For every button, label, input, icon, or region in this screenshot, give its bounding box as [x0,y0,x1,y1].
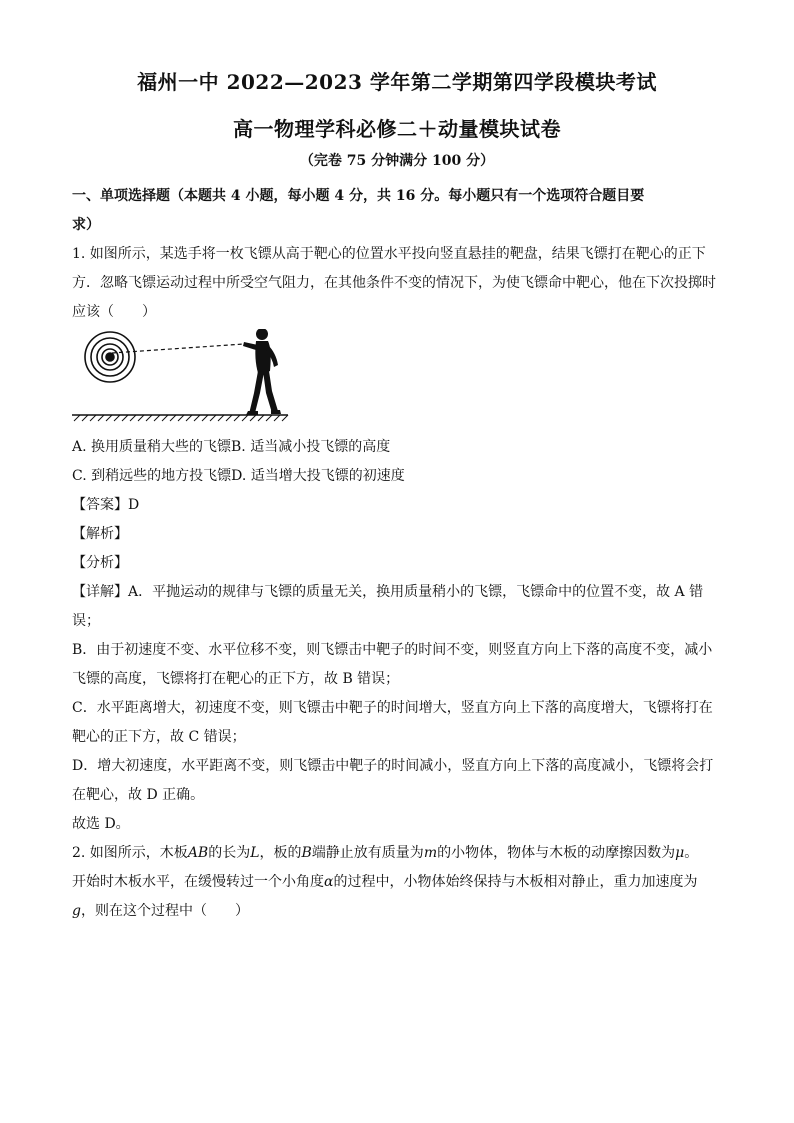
ground-hatch [74,415,288,421]
fenxi-tag: 【分析】 [72,555,128,571]
q1-options-cd [72,462,722,491]
thrower-silhouette [243,329,281,415]
q1-options-ab [72,433,722,462]
detail-b-line2: 飞镖的高度，飞镖将打在靶心的正下方，故 B 错误； [72,671,400,687]
q2-text: 的长为 [208,845,251,861]
q2-text: 。 [684,845,699,861]
answer-value: D [128,497,140,513]
option-c: C. 到稍远些的地方投飞镖 [72,468,232,484]
dart-thrower-illustration [72,329,302,429]
detail-b-line1: B．由于初速度不变、水平位移不变，则飞镖击中靶子的时间不变，则竖直方向上下落的高度不变，减小 [72,642,713,658]
option-a: A. 换用质量稍大些的飞镖 [72,439,232,455]
q1-stem-line1: 1. 如图所示，某选手将一枚飞镖从高于靶心的位置水平投向竖直悬挂的靶盘，结果飞镖打在靶心的正下 [72,246,706,262]
exam-subtitle: （完卷 75 分钟满分 100 分） [299,153,495,169]
exam-title-line2: 高一物理学科必修二＋动量模块试卷 [233,117,561,141]
q1-stem-line2: 方．忽略飞镖运动过程中所受空气阻力，在其他条件不变的情况下，为使飞镖命中靶心，他在下次投掷时 [72,275,716,291]
section-heading-line1: 一、单项选择题（本题共 4 小题，每小题 4 分，共 16 分。每小题只有一个选项符合题目要 [72,188,645,204]
q2-stem-line1 [72,839,722,868]
detail-c-line2: 靶心的正下方，故 C 错误； [72,729,246,745]
q1-stem-line3: 应该（ ） [72,304,156,320]
option-d: D. 适当增大投飞镖的初速度 [231,468,405,484]
option-b: B. 适当减小投飞镖的高度 [231,439,391,455]
var-m: m [423,845,438,861]
jiexi-tag: 【解析】 [72,526,128,542]
section-heading-line2: 求） [72,217,100,233]
q2-stem-line3 [72,897,722,926]
q2-text: 开始时木板水平，在缓慢转过一个小角度 [72,874,324,890]
q2-text: 的过程中，小物体始终保持与木板相对静止，重力加速度为 [333,874,698,890]
q2-stem-line2 [72,868,722,897]
var-g: g [72,903,81,919]
q2-text: 2. 如图所示，木板 [72,845,188,861]
answer-line [72,491,722,520]
q2-text: ，则在这个过程中（ ） [80,903,249,919]
var-B: B [301,845,312,861]
var-mu: μ [675,845,685,861]
detail-line1: 【详解】A．平抛运动的规律与飞镖的质量无关，换用质量稍小的飞镖，飞镖命中的位置不变，故 A 错 [72,584,704,600]
detail-d-line1: D．增大初速度，水平距离不变，则飞镖击中靶子的时间减小，竖直方向上下落的高度减小，飞镖将会打 [72,758,714,774]
var-alpha: α [324,874,334,890]
dartboard [85,332,135,382]
exam-title-line1: 福州一中 2022—2023 学年第二学期第四学段模块考试 [137,70,657,94]
dart-figure [72,329,722,431]
document-body [72,182,722,926]
answer-tag: 【答案】 [72,497,128,513]
var-L: L [250,845,260,861]
q2-text: 端静止放有质量为 [311,845,424,861]
detail-c-line1: C．水平距离增大，初速度不变，则飞镖击中靶子的时间增大，竖直方向上下落的高度增大，飞镖将打在 [72,700,713,716]
conclusion: 故选 D。 [72,816,130,832]
detail-line2: 误； [72,613,100,629]
q2-text: ，板的 [259,845,302,861]
q2-text: 的小物体，物体与木板的动摩擦因数为 [437,845,676,861]
var-ab: AB [187,845,209,861]
detail-d-line2: 在靶心，故 D 正确。 [72,787,205,803]
